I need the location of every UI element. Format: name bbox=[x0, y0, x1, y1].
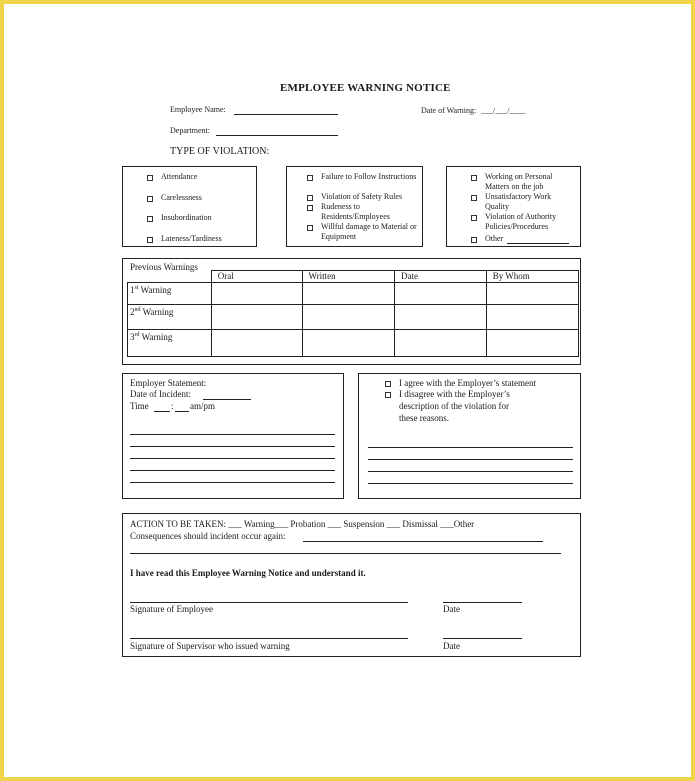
statement-line[interactable] bbox=[130, 446, 335, 447]
action-label: ACTION TO BE TAKEN: bbox=[130, 519, 227, 529]
action-option-probation: Probation bbox=[290, 519, 326, 529]
previous-warnings-label: Previous Warnings bbox=[130, 262, 198, 272]
checkbox-icon[interactable] bbox=[307, 175, 313, 181]
table-cell[interactable] bbox=[211, 330, 302, 357]
warning-notice-page bbox=[4, 4, 691, 777]
statement-line[interactable] bbox=[130, 470, 335, 471]
action-option-warning: Warning bbox=[243, 519, 275, 529]
checkbox-icon[interactable] bbox=[471, 215, 477, 221]
checkbox-icon[interactable] bbox=[307, 205, 313, 211]
time-hour-field[interactable] bbox=[154, 411, 170, 412]
date-of-incident-label: Date of Incident: bbox=[130, 389, 191, 399]
reason-line[interactable] bbox=[368, 471, 573, 472]
checkbox-icon[interactable] bbox=[307, 195, 313, 201]
supervisor-date-line[interactable] bbox=[443, 638, 522, 639]
statement-line[interactable] bbox=[130, 434, 335, 435]
table-cell[interactable] bbox=[302, 305, 394, 330]
disagree-text-3: these reasons. bbox=[399, 413, 449, 423]
employee-signature-label: Signature of Employee bbox=[130, 604, 213, 614]
statement-line[interactable] bbox=[130, 482, 335, 483]
department-label: Department: bbox=[170, 126, 210, 135]
agreement-box: I agree with the Employer’s statement I disagree with the Employer’s description of the violation for these reasons. bbox=[358, 373, 581, 499]
table-cell[interactable] bbox=[486, 330, 578, 357]
action-blank[interactable]: ___ bbox=[274, 519, 289, 529]
corner-cell bbox=[128, 271, 212, 283]
column-header: Oral bbox=[211, 271, 302, 283]
supervisor-signature-label: Signature of Supervisor who issued warning bbox=[130, 641, 290, 651]
warning-row-label: 3rd Warning bbox=[128, 330, 212, 357]
employee-date-label: Date bbox=[443, 604, 460, 614]
time-minute-field[interactable] bbox=[175, 411, 189, 412]
consequences-label: Consequences should incident occur again: bbox=[130, 531, 286, 541]
violation-box-2: Failure to Follow Instructions Violation of Safety Rules Rudeness to Residents/Employees Willful damage to Material or Equipment bbox=[286, 166, 423, 247]
violation-heading: TYPE OF VIOLATION: bbox=[170, 146, 270, 157]
column-header: Written bbox=[302, 271, 394, 283]
checkbox-icon[interactable] bbox=[471, 175, 477, 181]
checkbox-icon[interactable] bbox=[147, 216, 153, 222]
employer-statement-box bbox=[122, 373, 344, 499]
previous-warnings-table bbox=[127, 270, 579, 357]
table-cell[interactable] bbox=[486, 305, 578, 330]
checkbox-icon[interactable] bbox=[471, 195, 477, 201]
action-blank[interactable]: ___ bbox=[327, 519, 342, 529]
table-cell[interactable] bbox=[394, 305, 486, 330]
reason-line[interactable] bbox=[368, 447, 573, 448]
disagree-text-2: description of the violation for bbox=[399, 401, 509, 411]
employee-name-label: Employee Name: bbox=[170, 105, 226, 114]
action-line bbox=[130, 519, 474, 529]
employee-signature-line[interactable] bbox=[130, 602, 408, 603]
time-ampm: am/pm bbox=[190, 401, 215, 411]
employer-statement-label: Employer Statement: bbox=[130, 378, 207, 388]
action-option-suspension: Suspension bbox=[343, 519, 385, 529]
date-of-warning-field[interactable]: ___/___/____ bbox=[481, 106, 526, 115]
reason-line[interactable] bbox=[368, 483, 573, 484]
checkbox-icon[interactable] bbox=[307, 225, 313, 231]
column-header: By Whom bbox=[486, 271, 578, 283]
reason-line[interactable] bbox=[368, 459, 573, 460]
action-box bbox=[122, 513, 581, 657]
action-blank[interactable]: ___ bbox=[228, 519, 242, 529]
checkbox-icon[interactable] bbox=[385, 392, 391, 398]
violation-box-1: Attendance Carelessness Insubordination Lateness/Tardiness bbox=[122, 166, 257, 247]
checkbox-icon[interactable] bbox=[147, 237, 153, 243]
table-cell[interactable] bbox=[394, 283, 486, 305]
employee-date-line[interactable] bbox=[443, 602, 522, 603]
other-field[interactable] bbox=[507, 243, 569, 244]
time-separator: : bbox=[171, 401, 174, 411]
table-cell[interactable] bbox=[302, 330, 394, 357]
acknowledgement-text: I have read this Employee Warning Notice and understand it. bbox=[130, 568, 366, 578]
warning-row-label: 1st Warning bbox=[128, 283, 212, 305]
table-cell[interactable] bbox=[302, 283, 394, 305]
employee-name-field[interactable] bbox=[234, 114, 338, 115]
action-option-other: Other bbox=[453, 519, 475, 529]
action-blank[interactable]: ___ bbox=[440, 519, 454, 529]
supervisor-signature-line[interactable] bbox=[130, 638, 408, 639]
warning-row-label: 2nd Warning bbox=[128, 305, 212, 330]
date-of-incident-field[interactable] bbox=[203, 399, 251, 400]
supervisor-date-label: Date bbox=[443, 641, 460, 651]
checkbox-icon[interactable] bbox=[385, 381, 391, 387]
violation-box-3: Working on Personal Matters on the job Unsatisfactory Work Quality Violation of Authority Policies/Procedures Other bbox=[446, 166, 581, 247]
department-field[interactable] bbox=[216, 135, 338, 136]
action-option-dismissal: Dismissal bbox=[402, 519, 438, 529]
table-cell[interactable] bbox=[486, 283, 578, 305]
table-cell[interactable] bbox=[211, 283, 302, 305]
statement-line[interactable] bbox=[130, 458, 335, 459]
action-blank[interactable]: ___ bbox=[386, 519, 401, 529]
table-cell[interactable] bbox=[394, 330, 486, 357]
checkbox-icon[interactable] bbox=[471, 237, 477, 243]
date-of-warning-label: Date of Warning: bbox=[421, 106, 477, 115]
form-title: EMPLOYEE WARNING NOTICE bbox=[280, 82, 451, 94]
consequences-field[interactable] bbox=[303, 541, 543, 542]
time-label: Time bbox=[130, 401, 149, 411]
consequences-field-2[interactable] bbox=[130, 553, 561, 554]
checkbox-icon[interactable] bbox=[147, 196, 153, 202]
table-cell[interactable] bbox=[211, 305, 302, 330]
column-header: Date bbox=[394, 271, 486, 283]
checkbox-icon[interactable] bbox=[147, 175, 153, 181]
